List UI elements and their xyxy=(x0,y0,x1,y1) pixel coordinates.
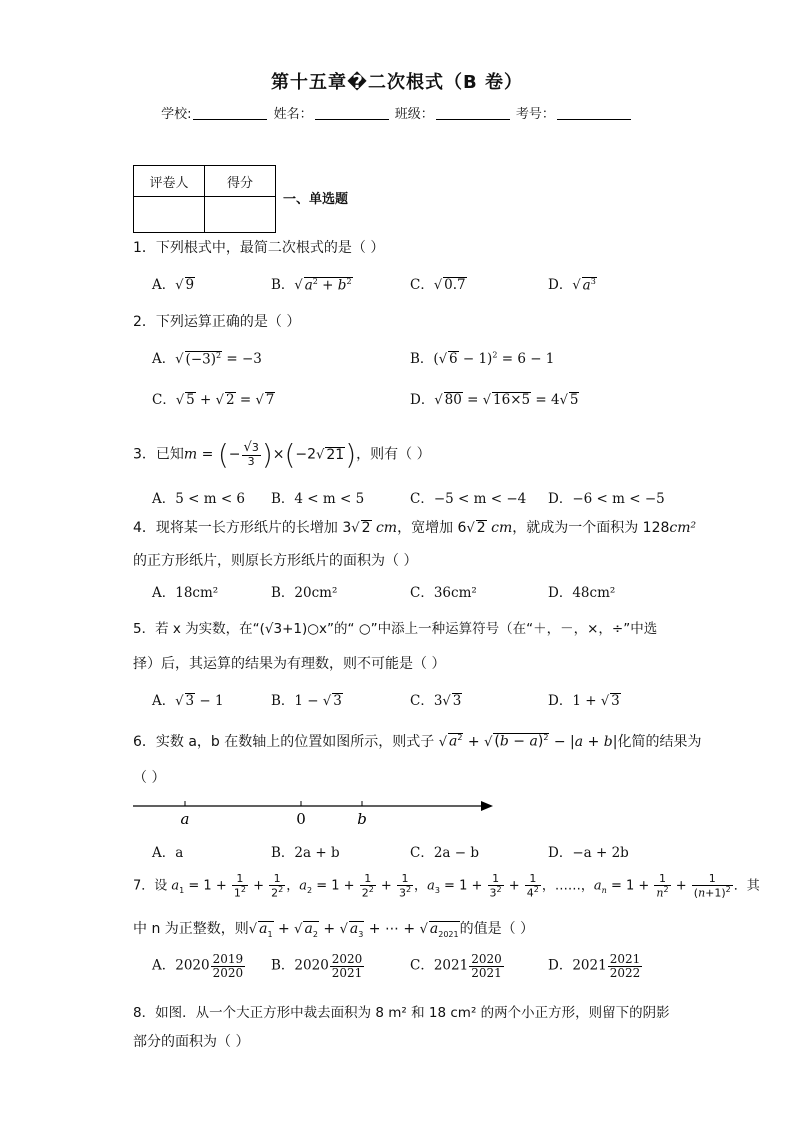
q2-option-b[interactable]: B．(√ 6 − 1)$^2$ = 6 − 1 xyxy=(410,350,555,367)
exam-no-blank[interactable] xyxy=(557,119,631,120)
section-heading: 一、单选题 xyxy=(283,192,349,207)
question-7-line-2: 中 n 为正整数，则√ $a_1$ + √ $a_2$ + √ $a_3$ + ⋯ + √ $a_{2021}$的值是（ ） xyxy=(133,921,535,939)
label-b: b xyxy=(357,810,367,828)
q6-option-d[interactable]: D．−a + 2b xyxy=(548,845,629,861)
q4-option-b[interactable]: B．20cm² xyxy=(271,585,338,601)
q5-option-c[interactable]: C．3√ 3 xyxy=(410,693,462,709)
page-title: 第十五章�二次根式（B 卷） xyxy=(270,72,524,93)
question-2: 2．下列运算正确的是（ ） xyxy=(133,314,301,330)
question-6: 6．实数 a，b 在数轴上的位置如图所示，则式子 √ $a^2$ + √ $(b - a)^2 - |a + b|$化简的结果为 xyxy=(133,733,702,750)
q5-option-a[interactable]: A．√ 3 − 1 xyxy=(152,693,224,709)
option-letter: C． xyxy=(410,277,434,293)
question-7: 7．设 $a_1 = 1$ + $\frac{1}{1^2}$ + $\frac{1}{2^2}$ ，$a_2 = 1$ + $\frac{1}{2^2}$ + $\frac{1}{3^2}$ ，$a_3 = 1$ + $\frac{1}{3^2}$ + $\frac{1}{4^2}$ ，……，$a_n = 1$ + $\frac{1}{n^2}$ + $\frac{1}{(n+1)^2}$ ．其 xyxy=(133,872,760,900)
question-4: 4．现将某一长方形纸片的长增加 3√ 2 cm，宽增加 6√ 2 cm，就成为一个面积为 128cm² xyxy=(133,520,697,536)
score-header: 得分 xyxy=(205,166,276,197)
label-a: a xyxy=(180,810,190,828)
exam-no-label: 考号： xyxy=(515,107,555,122)
question-1: 1．下列根式中，最简二次根式的是（ ） xyxy=(133,240,385,256)
q3-suffix: ，则有（ ） xyxy=(356,446,431,463)
q1-option-a[interactable]: A．√ 9 xyxy=(152,277,195,293)
q7-text-2: 的值是（ ） xyxy=(459,921,535,937)
school-label: 学校: xyxy=(161,107,192,122)
arrow-right-icon xyxy=(481,801,493,811)
unit-cm: cm xyxy=(491,520,513,536)
score-cell[interactable] xyxy=(205,197,276,233)
q3-prefix: 3．已知 xyxy=(133,446,184,463)
q1-option-d[interactable]: D．√ $a^3$ xyxy=(548,276,596,293)
q7-option-b[interactable]: B．2020 $\frac{2020}{2021}$ xyxy=(271,952,363,980)
q6-text-2: 化简的结果为 xyxy=(617,734,702,750)
q1-option-b[interactable]: B．√ $a^2 + b^2$ xyxy=(271,276,352,293)
option-letter: B． xyxy=(271,277,295,293)
q3-option-d[interactable]: D．−6 < m < −5 xyxy=(548,491,665,507)
q5-option-d[interactable]: D．1 + √ 3 xyxy=(548,693,620,709)
school-blank[interactable] xyxy=(193,119,267,120)
q6-option-a[interactable]: A．a xyxy=(152,845,184,861)
number-line-figure xyxy=(133,793,503,829)
q7-text-1: 中 n 为正整数，则 xyxy=(133,921,249,937)
q7-option-c[interactable]: C．2021 $\frac{2020}{2021}$ xyxy=(410,952,502,980)
question-4-line-2: 的正方形纸片，则原长方形纸片的面积为（ ） xyxy=(133,553,418,569)
unit-cm: cm xyxy=(375,520,398,536)
question-6-line-2: （ ） xyxy=(133,770,166,786)
grader-cell[interactable] xyxy=(134,197,205,233)
q4-text-2: ，宽增加 xyxy=(397,520,454,536)
student-info-line xyxy=(0,103,794,122)
question-5-line-2: 择）后，其运算的结果为有理数，则不可能是（ ） xyxy=(133,656,446,672)
q4-option-d[interactable]: D．48cm² xyxy=(548,585,616,601)
name-label: 姓名： xyxy=(273,107,313,122)
q4-option-a[interactable]: A．18cm² xyxy=(152,585,219,601)
option-letter: D． xyxy=(548,277,573,293)
name-blank[interactable] xyxy=(315,119,389,120)
q4-text-3: ，就成为一个面积为 128 xyxy=(512,520,670,536)
question-8-line-2: 部分的面积为（ ） xyxy=(133,1034,250,1050)
option-letter: A． xyxy=(152,277,176,293)
class-label: 班级： xyxy=(394,107,434,122)
class-blank[interactable] xyxy=(436,119,510,120)
question-8: 8．如图．从一个大正方形中裁去面积为 8 m² 和 18 cm² 的两个小正方形，则留下的阴影 xyxy=(133,1005,670,1021)
q3-option-a[interactable]: A．5 < m < 6 xyxy=(152,491,246,507)
grader-header: 评卷人 xyxy=(134,166,205,197)
q4-option-c[interactable]: C．36cm² xyxy=(410,585,477,601)
question-5: 5．若 x 为实数，在“(√3+1)○x”的“ ○”中添上一种运算符号（在“＋，－，×，÷”中选 xyxy=(133,621,658,637)
q5-option-b[interactable]: B．1 − √ 3 xyxy=(271,693,342,709)
q7-option-a[interactable]: A．2020 $\frac{2019}{2020}$ xyxy=(152,952,244,980)
q4-text-1: 4．现将某一长方形纸片的长增加 xyxy=(133,520,338,536)
q2-option-a[interactable]: A．√ $(-3)^2 = -3$ xyxy=(152,350,262,367)
q7-option-d[interactable]: D．2021 $\frac{2021}{2022}$ xyxy=(548,952,641,980)
q6-option-c[interactable]: C．2a − b xyxy=(410,845,480,861)
q2-option-d[interactable]: D．√ 80 = √ 16×5 = 4√ 5 xyxy=(410,392,579,408)
question-3: 3．已知m = (− $\frac{√3}{3}$ )×(−2√ 21)，则有（ ） xyxy=(133,438,431,471)
q2-option-c[interactable]: C．√ 5 + √ 2 = √ 7 xyxy=(152,392,275,408)
label-zero: 0 xyxy=(296,810,306,828)
q3-option-c[interactable]: C．−5 < m < −4 xyxy=(410,491,527,507)
score-table xyxy=(133,165,276,233)
unit-cm2: cm² xyxy=(669,520,697,536)
q3-option-b[interactable]: B．4 < m < 5 xyxy=(271,491,365,507)
q6-text-1: 6．实数 a，b 在数轴上的位置如图所示，则式子 xyxy=(133,734,435,750)
q6-option-b[interactable]: B．2a + b xyxy=(271,845,340,861)
q1-option-c[interactable]: C．√ 0.7 xyxy=(410,277,466,293)
